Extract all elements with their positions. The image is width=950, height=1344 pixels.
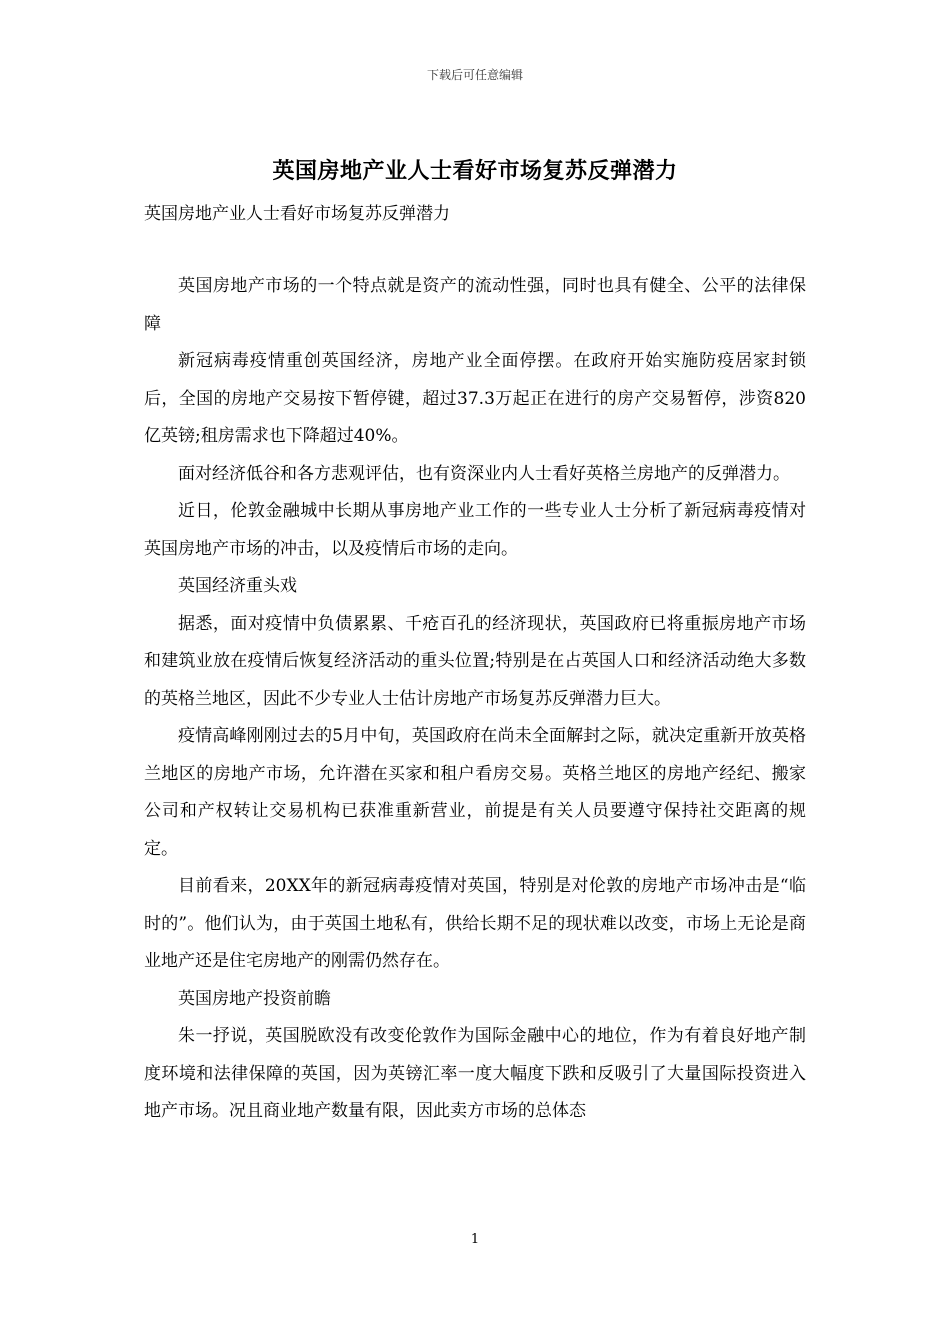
paragraph: 新冠病毒疫情重创英国经济，房地产业全面停摆。在政府开始实施防疫居家封锁后，全国的房地产交易按下暂停键，超过37.3万起正在进行的房产交易暂停，涉资820亿英镑;租房需求也下降超过40%。 <box>144 351 806 446</box>
section-heading: 英国房地产投资前瞻 <box>178 988 331 1009</box>
page-number: 1 <box>470 1232 480 1247</box>
paragraph: 朱一抒说，英国脱欧没有改变伦敦作为国际金融中心的地位，作为有着良好地产制度环境和法律保障的英国，因为英镑汇率一度大幅度下跌和反吸引了大量国际投资进入地产市场。况且商业地产数量有限，因此卖方市场的总体态 <box>144 1026 806 1121</box>
section-heading: 英国经济重头戏 <box>178 576 297 596</box>
paragraph: 面对经济低谷和各方悲观评估，也有资深业内人士看好英格兰房地产的反弹潜力。 <box>178 463 790 484</box>
document-body <box>144 268 806 1131</box>
document-title: 英国房地产业人士看好市场复苏反弹潜力 <box>272 158 678 184</box>
paragraph: 据悉，面对疫情中负债累累、千疮百孔的经济现状，英国政府已将重振房地产市场和建筑业放在疫情后恢复经济活动的重头位置;特别是在占英国人口和经济活动绝大多数的英格兰地区，因此不少专业人士估计房地产市场复苏反弹潜力巨大。 <box>144 613 806 709</box>
header-note: 下载后可任意编辑 <box>426 68 523 82</box>
paragraph: 疫情高峰刚刚过去的5月中旬，英国政府在尚未全面解封之际，就决定重新开放英格兰地区的房地产市场，允许潜在买家和租户看房交易。英格兰地区的房地产经纪、搬家公司和产权转让交易机构已获准重新营业，前提是有关人员要遵守保持社交距离的规定。 <box>144 726 806 859</box>
paragraph: 英国房地产市场的一个特点就是资产的流动性强，同时也具有健全、公平的法律保障 <box>144 276 806 334</box>
paragraph: 近日，伦敦金融城中长期从事房地产业工作的一些专业人士分析了新冠病毒疫情对英国房地产市场的冲击，以及疫情后市场的走向。 <box>144 501 806 559</box>
paragraph: 目前看来，20XX年的新冠病毒疫情对英国，特别是对伦敦的房地产市场冲击是“临时的”。他们认为，由于英国土地私有，供给长期不足的现状难以改变，市场上无论是商业地产还是住宅房地产的刚需仍然存在。 <box>144 876 806 971</box>
document-subtitle: 英国房地产业人士看好市场复苏反弹潜力 <box>144 204 450 224</box>
